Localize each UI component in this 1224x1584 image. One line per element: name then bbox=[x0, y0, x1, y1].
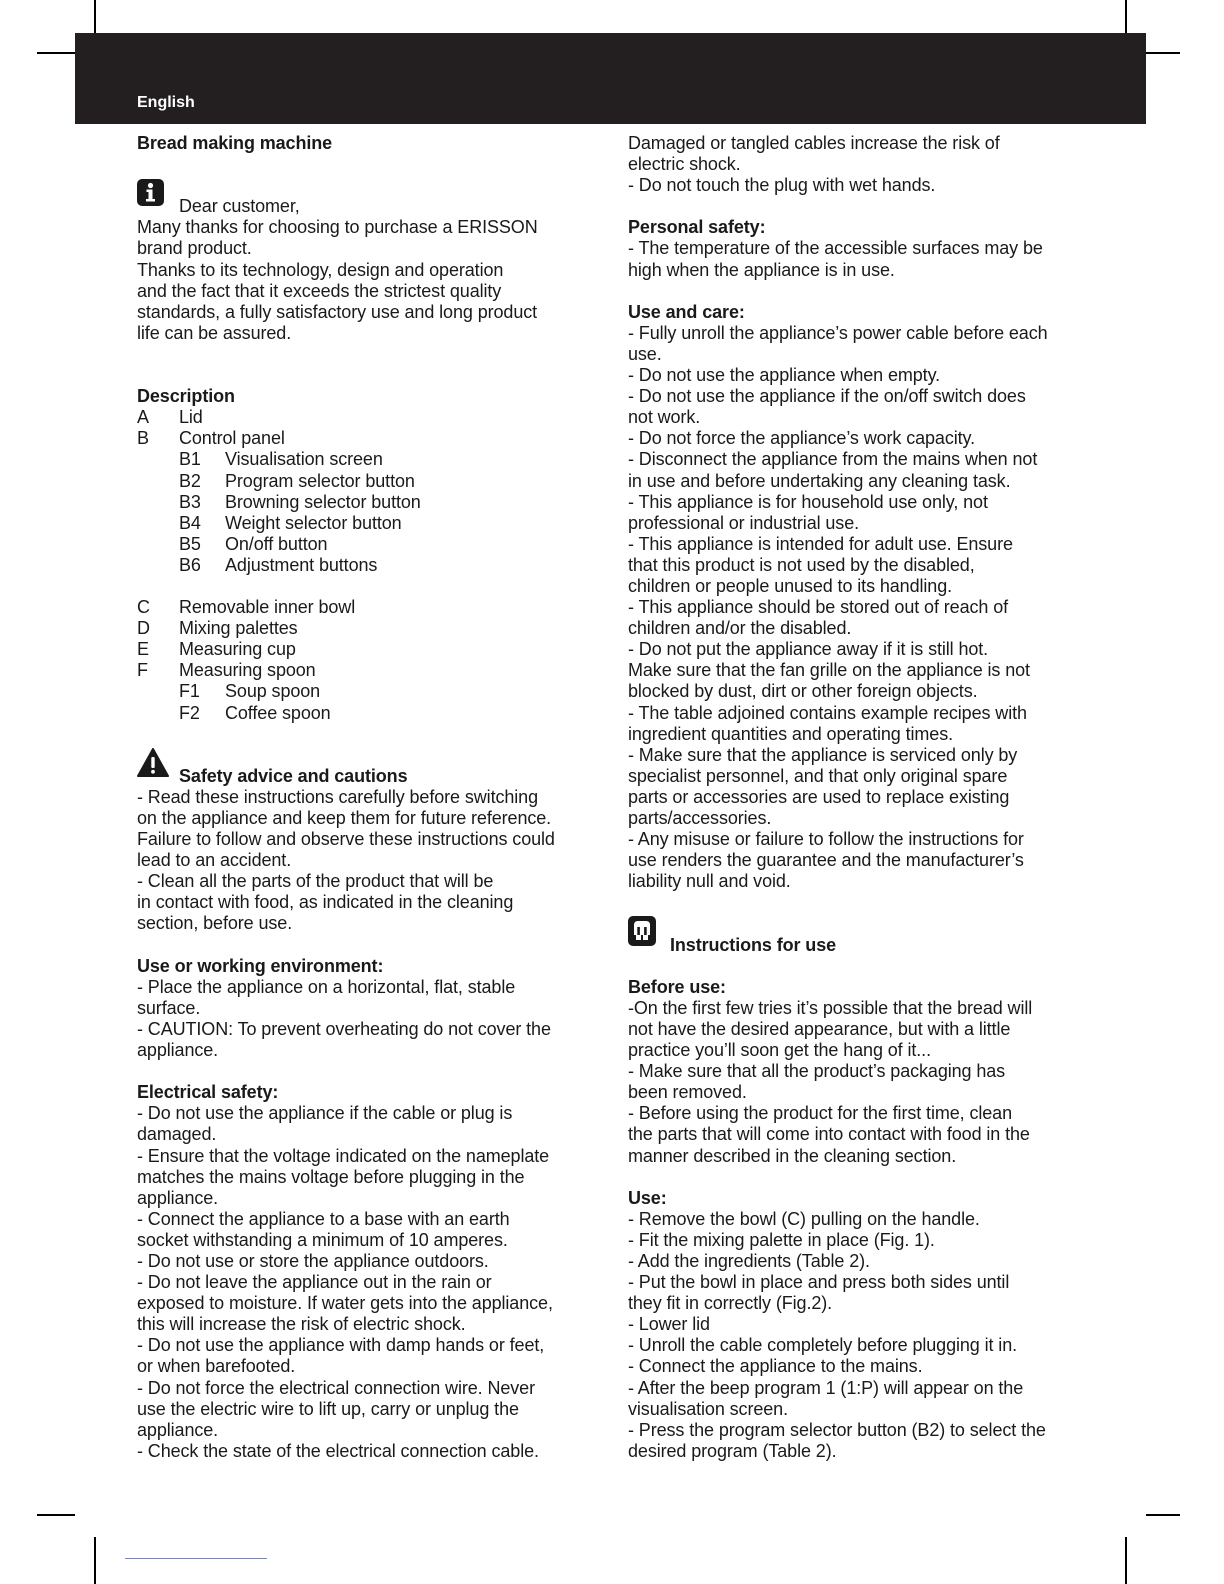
care-line: - Any misuse or failure to follow the instructions for bbox=[628, 829, 1024, 850]
crop-mark bbox=[37, 52, 75, 54]
electrical-line: use the electric wire to lift up, carry or unplug the bbox=[137, 1398, 519, 1419]
use-line: - Remove the bowl (C) pulling on the handle. bbox=[628, 1208, 980, 1229]
before-line: manner described in the cleaning section. bbox=[628, 1145, 957, 1166]
part-row: B Control panel bbox=[137, 428, 285, 449]
intro-line: life can be assured. bbox=[137, 322, 292, 343]
electrical-line: - Do not force the electrical connection wire. Never bbox=[137, 1377, 535, 1398]
care-line: - Do not use the appliance if the on/off switch does bbox=[628, 386, 1026, 407]
use-line: - Lower lid bbox=[628, 1314, 710, 1335]
use-line: desired program (Table 2). bbox=[628, 1440, 837, 1461]
care-line: specialist personnel, and that only original spare bbox=[628, 765, 1008, 786]
safety-line: lead to an accident. bbox=[137, 850, 292, 871]
electrical-line: matches the mains voltage before plugging in the bbox=[137, 1166, 525, 1187]
before-line: - Make sure that all the product’s packaging has bbox=[628, 1061, 1006, 1082]
part-row: A Lid bbox=[137, 407, 203, 428]
electrical-line: appliance. bbox=[137, 1419, 219, 1440]
crop-mark bbox=[1125, 0, 1127, 34]
crop-mark bbox=[37, 1514, 75, 1516]
electrical-line: - Do not leave the appliance out in the rain or bbox=[137, 1272, 492, 1293]
subpart-row: F2 Coffee spoon bbox=[179, 702, 331, 723]
intro-greeting bbox=[137, 196, 597, 217]
intro-line: Thanks to its technology, design and operation bbox=[137, 259, 504, 280]
subpart-row: B3 Browning selector button bbox=[179, 491, 421, 512]
care-heading: Use and care: bbox=[628, 301, 745, 322]
personal-line: high when the appliance is in use. bbox=[628, 259, 895, 280]
environment-line: surface. bbox=[137, 997, 201, 1018]
care-line: parts or accessories are used to replace existing bbox=[628, 786, 1010, 807]
intro-line: Many thanks for choosing to purchase a ERISSON bbox=[137, 217, 538, 238]
care-line: - Disconnect the appliance from the mains when not bbox=[628, 449, 1038, 470]
header-bar bbox=[75, 33, 1146, 124]
electrical-line: - Do not use the appliance with damp hands or feet, bbox=[137, 1335, 545, 1356]
plug-icon bbox=[628, 916, 656, 946]
care-line: blocked by dust, dirt or other foreign objects. bbox=[628, 681, 978, 702]
use-line: - After the beep program 1 (1:P) will appear on the bbox=[628, 1377, 1024, 1398]
care-line: - This appliance is for household use only, not bbox=[628, 491, 988, 512]
use-line: they fit in correctly (Fig.2). bbox=[628, 1293, 833, 1314]
electrical-line: - Do not use the appliance if the cable or plug is bbox=[137, 1103, 513, 1124]
care-line: - Do not put the appliance away if it is still hot. bbox=[628, 639, 989, 660]
care-line: - The table adjoined contains example recipes with bbox=[628, 702, 1027, 723]
environment-line: - CAUTION: To prevent overheating do not cover the bbox=[137, 1018, 551, 1039]
electrical-line: socket withstanding a minimum of 10 amperes. bbox=[137, 1229, 508, 1250]
electrical-line: - Ensure that the voltage indicated on the nameplate bbox=[137, 1145, 550, 1166]
care-line: - This appliance is intended for adult use. Ensure bbox=[628, 533, 1013, 554]
care-line: use. bbox=[628, 343, 662, 364]
page-title: Bread making machine bbox=[137, 133, 333, 153]
safety-heading-text: Safety advice and cautions bbox=[179, 765, 408, 786]
use-line: - Add the ingredients (Table 2). bbox=[628, 1250, 870, 1271]
care-line: use renders the guarantee and the manufacturer’s bbox=[628, 850, 1024, 871]
before-line: the parts that will come into contact with food in the bbox=[628, 1124, 1030, 1145]
part-row: E Measuring cup bbox=[137, 639, 296, 660]
before-heading: Before use: bbox=[628, 976, 726, 997]
environment-line: - Place the appliance on a horizontal, flat, stable bbox=[137, 976, 516, 997]
info-icon bbox=[137, 179, 164, 206]
footer-rule bbox=[125, 1558, 267, 1559]
electrical-cont-line: Damaged or tangled cables increase the risk of bbox=[628, 133, 1000, 153]
subpart-row: B5 On/off button bbox=[179, 533, 328, 554]
part-row: D Mixing palettes bbox=[137, 618, 298, 639]
subpart-row: F1 Soup spoon bbox=[179, 681, 321, 702]
care-line: in use and before undertaking any cleaning task. bbox=[628, 470, 1011, 491]
intro-line: brand product. bbox=[137, 238, 252, 259]
before-line: - Before using the product for the first time, clean bbox=[628, 1103, 1012, 1124]
instructions-heading bbox=[628, 935, 1088, 956]
care-line: - Make sure that the appliance is serviced only by bbox=[628, 744, 1018, 765]
care-line: parts/accessories. bbox=[628, 808, 772, 828]
electrical-line: - Connect the appliance to a base with an earth bbox=[137, 1208, 510, 1229]
care-line: ingredient quantities and operating times. bbox=[628, 723, 954, 744]
care-line: Make sure that the fan grille on the appliance is not bbox=[628, 660, 1030, 681]
crop-mark bbox=[94, 0, 96, 34]
electrical-line: damaged. bbox=[137, 1124, 217, 1145]
safety-line: on the appliance and keep them for future reference. bbox=[137, 808, 552, 828]
care-line: - Do not force the appliance’s work capacity. bbox=[628, 428, 976, 449]
environment-heading: Use or working environment: bbox=[137, 955, 384, 976]
care-line: not work. bbox=[628, 407, 701, 428]
greeting-text: Dear customer, bbox=[179, 196, 300, 217]
care-line: - Do not use the appliance when empty. bbox=[628, 365, 941, 386]
care-line: children and/or the disabled. bbox=[628, 618, 852, 639]
subpart-row: B4 Weight selector button bbox=[179, 512, 402, 533]
before-line: practice you’ll soon get the hang of it... bbox=[628, 1040, 931, 1061]
safety-line: section, before use. bbox=[137, 913, 293, 934]
left-column bbox=[137, 133, 597, 1462]
use-line: - Fit the mixing palette in place (Fig. 1). bbox=[628, 1229, 935, 1250]
safety-line: in contact with food, as indicated in the cleaning bbox=[137, 892, 514, 913]
care-line: - Fully unroll the appliance’s power cable before each bbox=[628, 322, 1048, 343]
part-row: F Measuring spoon bbox=[137, 660, 316, 681]
part-row: C Removable inner bowl bbox=[137, 597, 356, 618]
crop-mark bbox=[94, 1537, 96, 1584]
before-line: been removed. bbox=[628, 1082, 747, 1103]
use-line: - Press the program selector button (B2) to select the bbox=[628, 1419, 1046, 1440]
electrical-line: appliance. bbox=[137, 1187, 219, 1208]
before-line: -On the first few tries it’s possible that the bread will bbox=[628, 997, 1033, 1018]
electrical-cont-line: - Do not touch the plug with wet hands. bbox=[628, 175, 936, 196]
electrical-cont-line: electric shock. bbox=[628, 154, 741, 175]
warning-icon bbox=[137, 748, 169, 783]
safety-heading bbox=[137, 766, 597, 787]
subpart-row: B1 Visualisation screen bbox=[179, 449, 383, 470]
use-line: - Put the bowl in place and press both sides until bbox=[628, 1272, 1010, 1293]
care-line: professional or industrial use. bbox=[628, 512, 860, 533]
use-line: visualisation screen. bbox=[628, 1398, 788, 1419]
electrical-line: this will increase the risk of electric shock. bbox=[137, 1314, 466, 1335]
environment-line: appliance. bbox=[137, 1040, 219, 1061]
electrical-line: exposed to moisture. If water gets into the appliance, bbox=[137, 1293, 553, 1314]
electrical-line: - Check the state of the electrical connection cable. bbox=[137, 1440, 539, 1461]
before-line: not have the desired appearance, but with a little bbox=[628, 1018, 1011, 1039]
crop-mark bbox=[1146, 1514, 1180, 1516]
language-label: English bbox=[137, 94, 195, 111]
personal-heading: Personal safety: bbox=[628, 217, 766, 238]
use-line: - Connect the appliance to the mains. bbox=[628, 1356, 923, 1377]
personal-line: - The temperature of the accessible surfaces may be bbox=[628, 238, 1043, 259]
use-heading: Use: bbox=[628, 1187, 667, 1208]
electrical-line: or when barefooted. bbox=[137, 1356, 296, 1377]
intro-line: and the fact that it exceeds the strictest quality bbox=[137, 280, 502, 301]
electrical-line: - Do not use or store the appliance outdoors. bbox=[137, 1250, 489, 1271]
safety-line: - Read these instructions carefully before switching bbox=[137, 786, 538, 807]
safety-line: - Clean all the parts of the product that will be bbox=[137, 871, 494, 892]
electrical-heading: Electrical safety: bbox=[137, 1082, 279, 1103]
safety-line: Failure to follow and observe these instructions could bbox=[137, 829, 555, 850]
care-line: that this product is not used by the disabled, bbox=[628, 554, 975, 575]
crop-mark bbox=[1125, 1537, 1127, 1584]
use-line: - Unroll the cable completely before plugging it in. bbox=[628, 1335, 1018, 1356]
crop-mark bbox=[1146, 52, 1180, 54]
subpart-row: B6 Adjustment buttons bbox=[179, 554, 378, 575]
intro-line: standards, a fully satisfactory use and long product bbox=[137, 301, 538, 322]
instructions-heading-text: Instructions for use bbox=[670, 934, 837, 955]
subpart-row: B2 Program selector button bbox=[179, 470, 415, 491]
care-line: - This appliance should be stored out of reach of bbox=[628, 597, 1009, 618]
description-heading: Description bbox=[137, 386, 235, 407]
care-line: children or people unused to its handling. bbox=[628, 575, 953, 596]
care-line: liability null and void. bbox=[628, 871, 791, 892]
right-column bbox=[628, 133, 1088, 1462]
